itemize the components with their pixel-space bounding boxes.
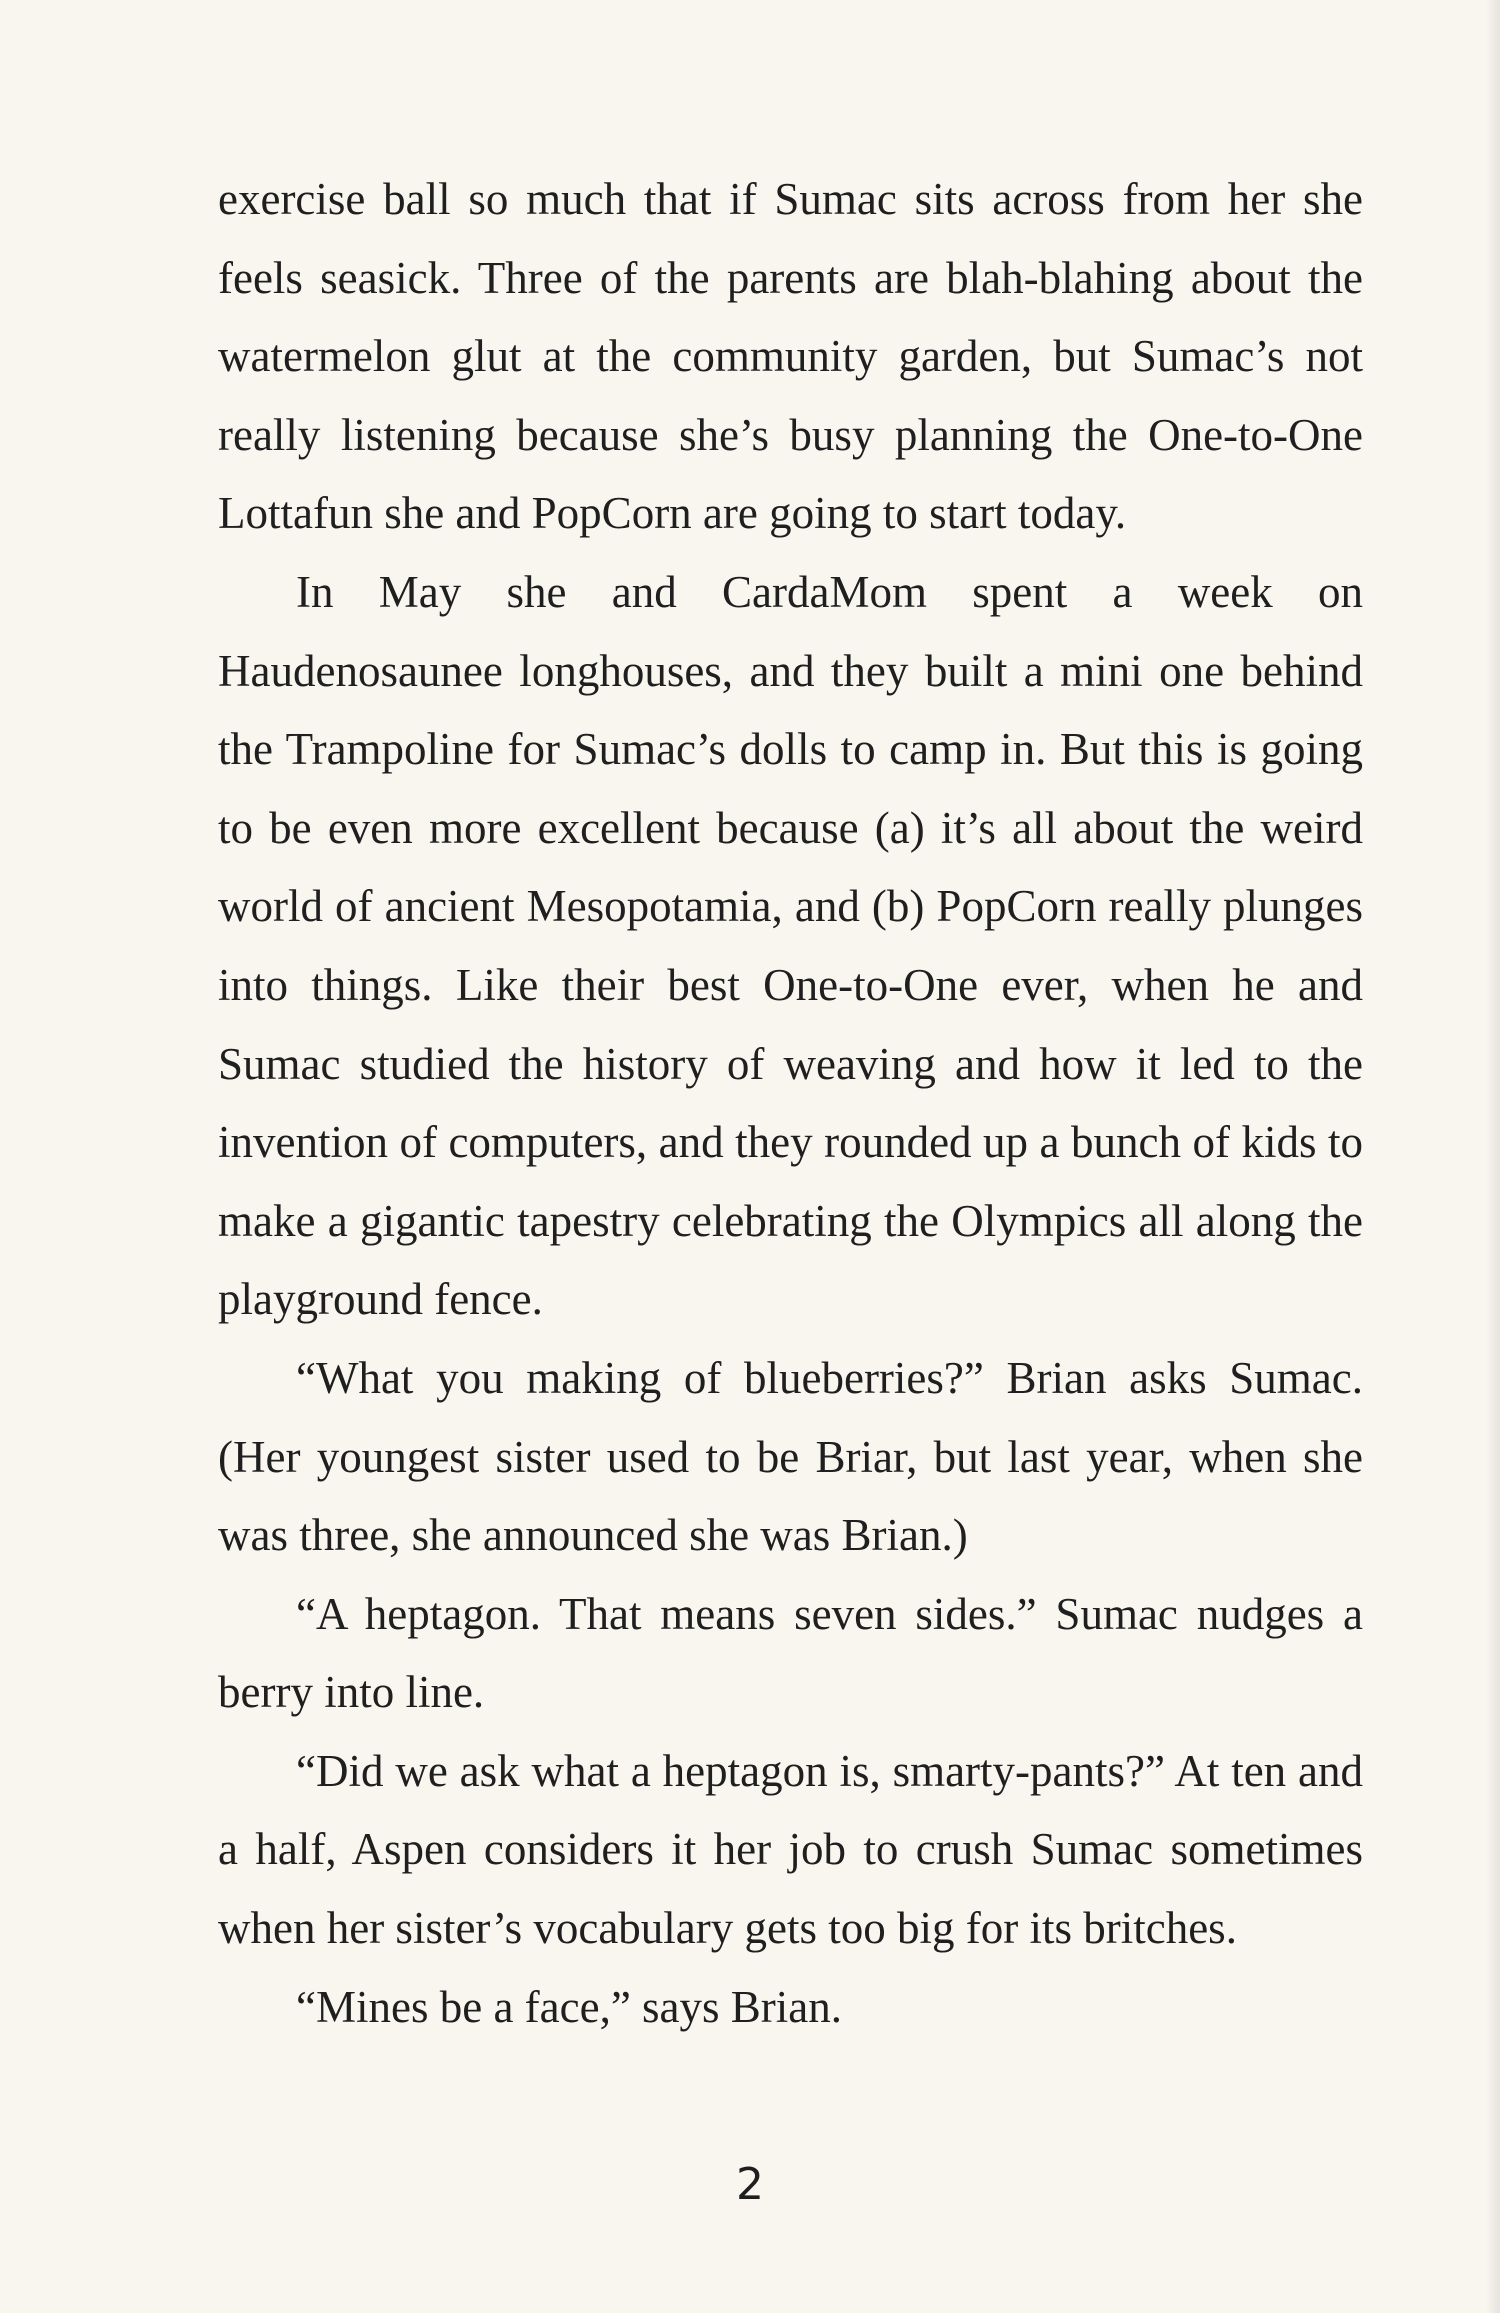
paragraph: “Did we ask what a heptagon is, smarty-pants?” At ten and a half, Aspen considers it her job to crush Sumac sometimes when her sister’s vocabulary gets too big for its britches. <box>218 1745 1363 1954</box>
page-number: 2 <box>736 2159 764 2210</box>
paragraph: exercise ball so much that if Sumac sits across from her she feels seasick. Three of the parents are blah-blahing about the watermelon glut at the community garden, but Sumac’s not really listening because she’s busy planning the One-to-One Lottafun she and PopCorn are going to start today. <box>218 174 1363 539</box>
paragraph: “A heptagon. That means seven sides.” Sumac nudges a berry into line. <box>218 1588 1363 1718</box>
paragraph: “What you making of blueberries?” Brian asks Sumac. (Her youngest sister used to be Briar, but last year, when she was three, she announced she was Brian.) <box>218 1352 1363 1561</box>
book-page-text <box>218 160 1363 2046</box>
paragraph: “Mines be a face,” says Brian. <box>296 1981 843 2032</box>
page-gutter-shadow <box>1486 0 1500 2313</box>
paragraph: In May she and CardaMom spent a week on Haudenosaunee longhouses, and they built a mini one behind the Trampoline for Sumac’s dolls to camp in. But this is going to be even more excellent because (a) it’s all about the weird world of ancient Mesopotamia, and (b) PopCorn really plunges into things. Like their best One-to-One ever, when he and Sumac studied the history of weaving and how it led to the invention of computers, and they rounded up a bunch of kids to make a gigantic tapestry celebrating the Olympics all along the playground fence. <box>218 566 1363 1325</box>
